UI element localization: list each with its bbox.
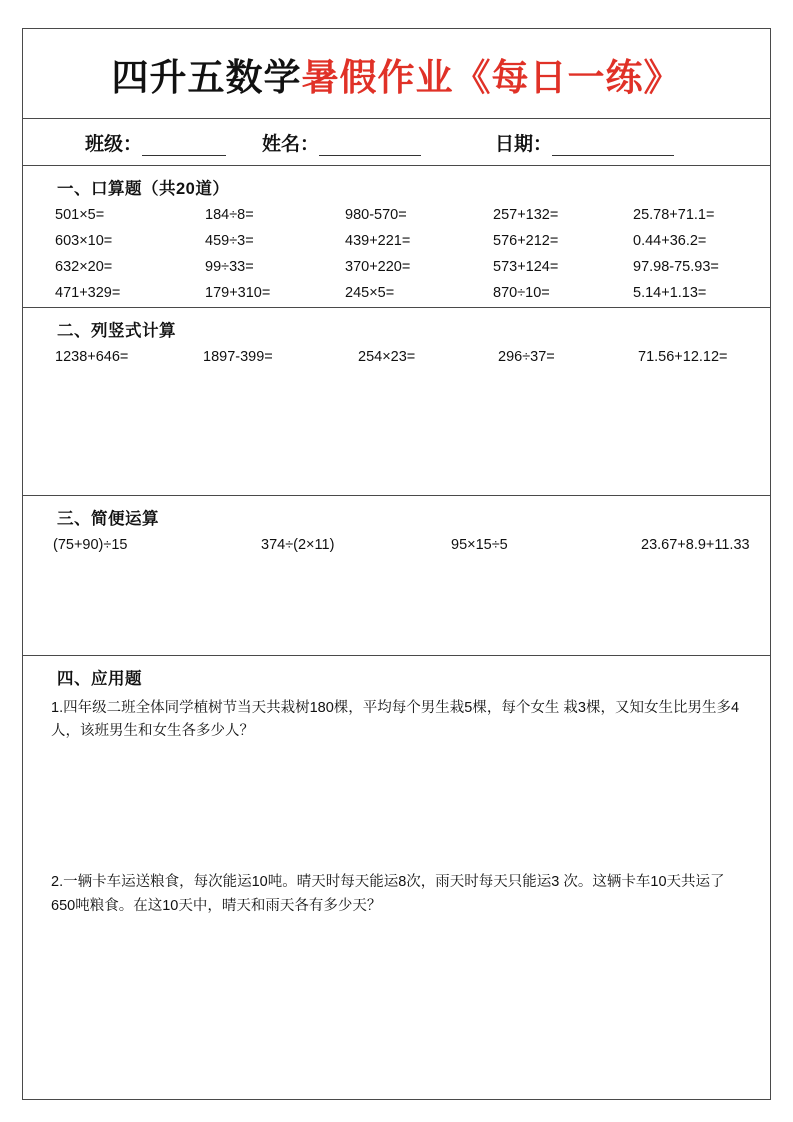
oral-item[interactable]: 370+220=: [345, 259, 411, 275]
oral-item[interactable]: 184÷8=: [205, 207, 254, 223]
class-field[interactable]: [85, 129, 226, 156]
name-input-line[interactable]: [319, 139, 421, 156]
oral-item[interactable]: 25.78+71.1=: [633, 207, 715, 223]
vertical-item[interactable]: 71.56+12.12=: [638, 349, 728, 365]
oral-item[interactable]: 459÷3=: [205, 233, 254, 249]
title-bar: [23, 29, 770, 119]
oral-item[interactable]: 632×20=: [55, 259, 113, 275]
oral-item[interactable]: 245×5=: [345, 285, 395, 301]
date-field[interactable]: [495, 129, 674, 156]
oral-calculation-grid: [49, 207, 744, 301]
section-3-heading: 三、简便运算: [57, 510, 159, 528]
oral-item[interactable]: 870÷10=: [493, 285, 550, 301]
oral-item[interactable]: 439+221=: [345, 233, 411, 249]
vertical-calculation-row: [49, 349, 744, 365]
section-oral-calculation: [23, 166, 770, 308]
section-4-heading: 四、应用题: [57, 670, 142, 688]
vertical-item[interactable]: 296÷37=: [498, 349, 555, 365]
title-part-homework: 暑假作业: [301, 55, 454, 99]
oral-item[interactable]: 471+329=: [55, 285, 121, 301]
name-field[interactable]: [262, 129, 421, 156]
section-word-problems: [23, 656, 770, 1099]
name-label: 姓名：: [262, 133, 320, 155]
oral-item[interactable]: 980-570=: [345, 207, 407, 223]
worksheet-sheet: [22, 28, 771, 1100]
vertical-item[interactable]: 254×23=: [358, 349, 416, 365]
date-label: 日期：: [495, 133, 553, 155]
section-1-heading: 一、口算题（共20道）: [57, 180, 230, 198]
vertical-item[interactable]: 1238+646=: [55, 349, 129, 365]
section-vertical-calculation: [23, 308, 770, 496]
word-problem-1[interactable]: 1.四年级二班全体同学植树节当天共栽树180棵，平均每个男生栽5棵，每个女生 栽3棵，又知女生比男生多4人，该班男生和女生各多少人？: [51, 700, 740, 740]
oral-item[interactable]: 0.44+36.2=: [633, 233, 707, 249]
date-input-line[interactable]: [552, 139, 674, 156]
oral-item[interactable]: 573+124=: [493, 259, 559, 275]
oral-item[interactable]: 257+132=: [493, 207, 559, 223]
oral-item[interactable]: 179+310=: [205, 285, 271, 301]
oral-item[interactable]: 99÷33=: [205, 259, 254, 275]
oral-item[interactable]: 97.98-75.93=: [633, 259, 719, 275]
class-input-line[interactable]: [142, 139, 226, 156]
section-2-heading: 二、列竖式计算: [57, 322, 176, 340]
vertical-item[interactable]: 1897-399=: [203, 349, 273, 365]
oral-item[interactable]: 501×5=: [55, 207, 105, 223]
simple-operations-row: [49, 537, 750, 553]
simple-item[interactable]: 374÷(2×11): [261, 537, 335, 553]
oral-item[interactable]: 576+212=: [493, 233, 559, 249]
section-simple-operations: [23, 496, 770, 656]
word-problem-2[interactable]: 2.一辆卡车运送粮食，每次能运10吨。晴天时每天能运8次，雨天时每天只能运3 次。这辆卡车10天共运了650吨粮食。在这10天中，晴天和雨天各有多少天？: [51, 874, 725, 914]
oral-item[interactable]: 603×10=: [55, 233, 113, 249]
page-title: [112, 47, 682, 101]
title-part-series: 《每日一练》: [453, 55, 682, 99]
oral-item[interactable]: 5.14+1.13=: [633, 285, 707, 301]
class-label: 班级：: [85, 133, 143, 155]
simple-item[interactable]: 95×15÷5: [451, 537, 508, 553]
title-part-grade: 四升五数学: [111, 55, 302, 99]
simple-item[interactable]: (75+90)÷15: [53, 537, 128, 553]
simple-item[interactable]: 23.67+8.9+11.33: [641, 537, 750, 553]
student-info-bar: [23, 119, 770, 166]
